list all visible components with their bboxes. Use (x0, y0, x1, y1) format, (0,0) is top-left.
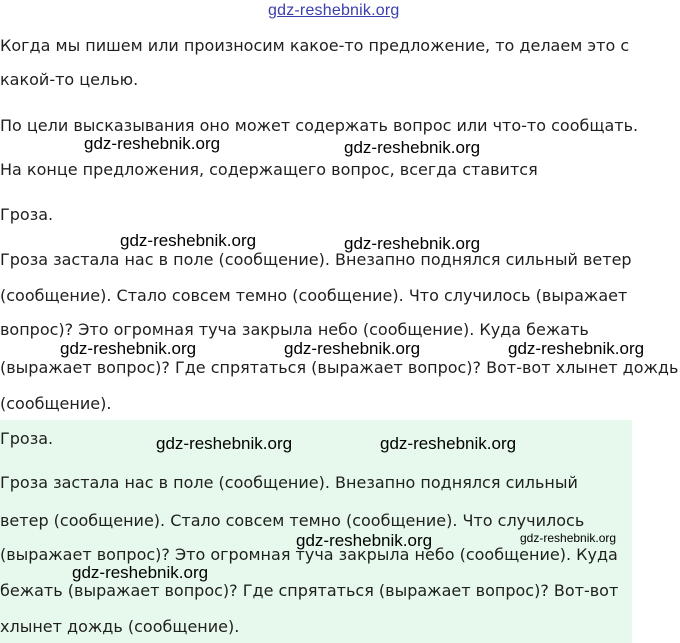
task-line: (выражает вопрос)? Где спрятаться (выражает вопрос)? Вот-вот хлынет дождь (0, 358, 679, 377)
task-line: Гроза застала нас в поле (сообщение). Внезапно поднялся сильный ветер (0, 250, 632, 269)
intro-line-1: Когда мы пишем или произносим какое-то предложение, то делаем это с (0, 36, 630, 55)
watermark-text: gdz-reshebnik.org (60, 339, 197, 358)
watermark-text: gdz-reshebnik.org (344, 138, 481, 157)
answer-title: Гроза. (0, 429, 54, 448)
intro-line-2: какой-то целью. (0, 70, 139, 89)
answer-line: Гроза застала нас в поле (сообщение). Внезапно поднялся сильный (0, 473, 578, 492)
answer-line: ветер (сообщение). Стало совсем темно (сообщение). Что случилось (0, 511, 585, 530)
watermark-text: gdz-reshebnik.org (380, 434, 517, 453)
task-line: (сообщение). (0, 394, 112, 413)
intro-line-3: По цели высказывания оно может содержать вопрос или что-то сообщать. (0, 116, 639, 135)
watermark-text: gdz-reshebnik.org (156, 434, 293, 453)
watermark-text: gdz-reshebnik.org (84, 134, 221, 153)
task-line: вопрос)? Это огромная туча закрыла небо (сообщение). Куда бежать (0, 320, 589, 339)
task-line: (сообщение). Стало совсем темно (сообщение). Что случилось (выражает (0, 286, 628, 305)
intro-line-4: На конце предложения, содержащего вопрос, всегда ставится (0, 160, 538, 179)
answer-line: хлынет дождь (сообщение). (0, 617, 240, 636)
header-watermark-link[interactable]: gdz-reshebnik.org (268, 2, 400, 19)
watermark-text: gdz-reshebnik.org (344, 234, 481, 253)
watermark-text: gdz-reshebnik.org (120, 231, 257, 250)
watermark-text: gdz-reshebnik.org (296, 531, 433, 550)
answer-line: (выражает вопрос)? Это огромная туча закрыла небо (сообщение). Куда (0, 545, 618, 564)
watermark-text: gdz-reshebnik.org (72, 563, 209, 582)
watermark-text: gdz-reshebnik.org (520, 531, 617, 545)
task-title: Гроза. (0, 205, 54, 224)
answer-line: бежать (выражает вопрос)? Где спрятаться (выражает вопрос)? Вот-вот (0, 581, 619, 600)
watermark-text: gdz-reshebnik.org (284, 339, 421, 358)
watermark-text: gdz-reshebnik.org (508, 339, 645, 358)
